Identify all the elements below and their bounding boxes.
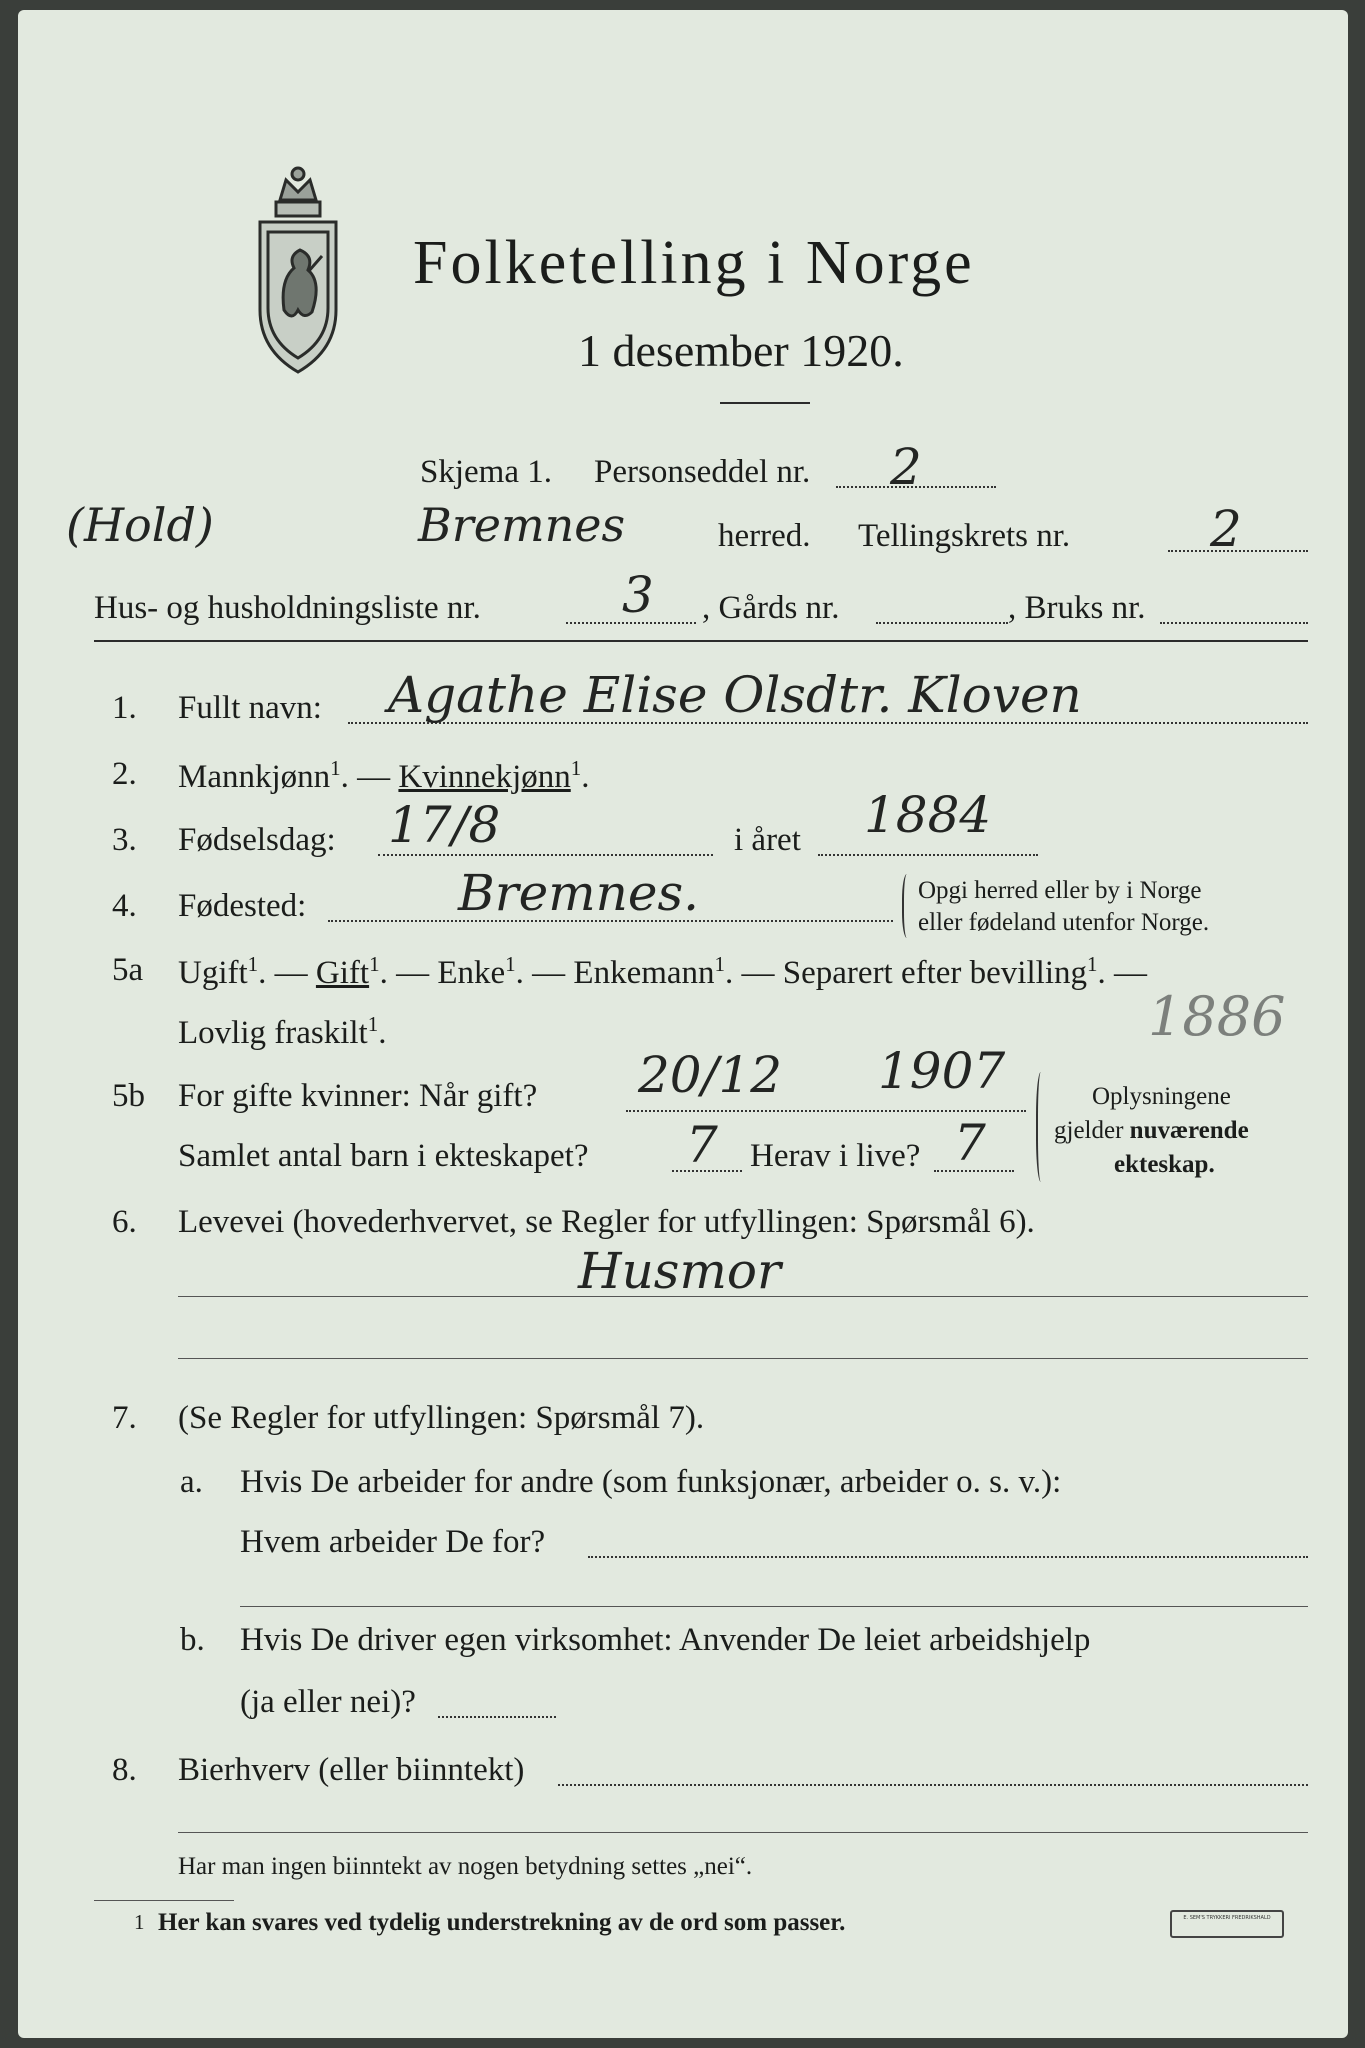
footnote-ref: 1 [247, 952, 259, 976]
footnote-ref: 1 [367, 1012, 379, 1036]
footnote-ref: 1 [714, 952, 726, 976]
employer-line-2 [240, 1606, 1308, 1607]
occupation-line [178, 1296, 1308, 1297]
footnote-mark: 1 [134, 1910, 145, 1934]
year-line [818, 854, 1038, 856]
q7b-letter: b. [180, 1622, 205, 1658]
tellingskrets-value: 2 [1210, 500, 1242, 558]
q1-label: Fullt navn: [178, 690, 322, 726]
birthplace-value: Bremnes. [458, 864, 699, 922]
q8-label: Bierhverv (eller biinntekt) [178, 1752, 525, 1788]
q5b-married-label: For gifte kvinner: Når gift? [178, 1078, 538, 1114]
birthday-value: 17/8 [388, 796, 501, 854]
q7-label: (Se Regler for utfyllingen: Spørsmål 7). [178, 1400, 705, 1436]
end-mark: . [378, 1015, 387, 1051]
birth-year-value: 1884 [864, 786, 992, 844]
census-date: 1 desember 1920. [578, 325, 904, 376]
header-rule [94, 640, 1308, 642]
q4-number: 4. [112, 888, 137, 924]
hired-help-line [438, 1716, 556, 1718]
marriage-brace [1036, 1072, 1048, 1182]
married-day-value: 20/12 [638, 1046, 783, 1104]
q5a-number: 5a [112, 952, 144, 988]
husholdningsliste-value: 3 [622, 566, 654, 624]
married-option: Gift [315, 955, 370, 991]
male-option: Mannkjønn [178, 759, 331, 795]
birthplace-note-2: eller fødeland utenfor Norge. [918, 909, 1210, 936]
widow-option: . — Enke [379, 955, 506, 991]
census-form [18, 10, 1348, 2038]
footnote-rule [94, 1900, 234, 1901]
q6-number: 6. [112, 1204, 137, 1240]
married-date-line [626, 1110, 1026, 1112]
end-mark: . [581, 759, 590, 795]
q5b-children-label: Samlet antal barn i ekteskapet? [178, 1138, 589, 1174]
marriage-note-2 [1054, 1118, 1249, 1143]
separated-option: . — Separert efter bevilling [725, 955, 1087, 991]
q7b-text: Hvis De driver egen virksomhet: Anvender De leiet arbeidshjelp [240, 1622, 1091, 1658]
living-value: 7 [954, 1114, 986, 1172]
q7a-letter: a. [180, 1464, 203, 1500]
gards-line [876, 622, 1008, 624]
herred-value: Bremnes [418, 498, 626, 552]
q7a-question: Hvem arbeider De for? [240, 1524, 546, 1560]
q1-number: 1. [112, 690, 137, 726]
q7b-question: (ja eller nei)? [240, 1684, 416, 1720]
personseddel-label: Personseddel nr. [594, 454, 811, 490]
divorced-text: Lovlig fraskilt [178, 1015, 368, 1051]
side-income-line [558, 1784, 1308, 1786]
q7a-text: Hvis De arbeider for andre (som funksjonær, arbeider o. s. v.): [240, 1464, 1062, 1500]
bruks-label: , Bruks nr. [1008, 590, 1146, 626]
footnote-ref: 1 [505, 952, 516, 976]
marriage-note-2a: gjelder [1054, 1117, 1130, 1144]
marriage-note-1: Oplysningene [1092, 1083, 1231, 1110]
children-value: 7 [686, 1116, 718, 1174]
full-name-value: Agathe Elise Olsdtr. Kloven [388, 666, 1082, 724]
husholdningsliste-label: Hus- og husholdningsliste nr. [94, 590, 481, 626]
form-title: Folketelling i Norge [413, 229, 975, 297]
occupation-value: Husmor [578, 1242, 781, 1300]
schema-label: Skjema 1. [420, 454, 552, 490]
margin-note-year: 1886 [1148, 985, 1286, 1048]
footnote-ref: 1 [1086, 952, 1098, 976]
birthday-line [378, 854, 713, 856]
personseddel-value: 2 [890, 438, 922, 496]
q2-sex [178, 758, 590, 794]
female-option: Kvinnekjønn [398, 759, 571, 795]
footnote-ref: 1 [330, 756, 341, 780]
marriage-note-3: ekteskap. [1114, 1151, 1215, 1178]
tellingskrets-label: Tellingskrets nr. [858, 518, 1071, 554]
title-divider [720, 402, 810, 404]
side-income-note: Har man ingen biinntekt av nogen betydning settes „nei“. [178, 1853, 753, 1880]
q5b-number: 5b [112, 1078, 145, 1114]
birthplace-brace [902, 874, 914, 938]
q2-number: 2. [112, 756, 137, 792]
unmarried-option: Ugift [178, 955, 248, 991]
norwegian-coat-of-arms-icon [250, 160, 346, 375]
side-income-line-2 [178, 1832, 1308, 1833]
separator: . — [258, 955, 308, 991]
footnote-text: Her kan svares ved tydelig understrekning av de ord som passer. [158, 1909, 846, 1936]
q5b-living-label: Herav i live? [750, 1138, 921, 1174]
occupation-line-2 [178, 1358, 1308, 1359]
q7-number: 7. [112, 1400, 137, 1436]
footnote-ref: 1 [369, 952, 380, 976]
q8-number: 8. [112, 1752, 137, 1788]
married-year-value: 1907 [878, 1042, 1006, 1100]
separator: . — [1097, 955, 1147, 991]
marriage-note-2b: nuværende [1129, 1117, 1249, 1144]
gards-label: , Gårds nr. [702, 590, 840, 626]
employer-line [588, 1556, 1308, 1558]
separator: . — [340, 759, 391, 795]
hold-note: (Hold) [66, 498, 214, 552]
q4-label: Fødested: [178, 888, 307, 924]
bruks-line [1160, 622, 1308, 624]
year-label: i året [734, 822, 801, 858]
printer-stamp [1170, 1910, 1284, 1938]
q3-label: Fødselsdag: [178, 822, 336, 858]
divorced-option [178, 1014, 386, 1050]
q6-label: Levevei (hovederhvervet, se Regler for utfyllingen: Spørsmål 6). [178, 1204, 1035, 1240]
widower-option: . — Enkemann [515, 955, 715, 991]
footnote-ref: 1 [570, 756, 582, 780]
birthplace-note-1: Opgi herred eller by i Norge [918, 877, 1202, 904]
printer-mark: E. SEM'S TRYKKERI FREDRIKSHALD [1183, 1915, 1271, 1921]
herred-label: herred. [718, 518, 811, 554]
q3-number: 3. [112, 822, 137, 858]
q5a-marital-options [178, 954, 1147, 990]
